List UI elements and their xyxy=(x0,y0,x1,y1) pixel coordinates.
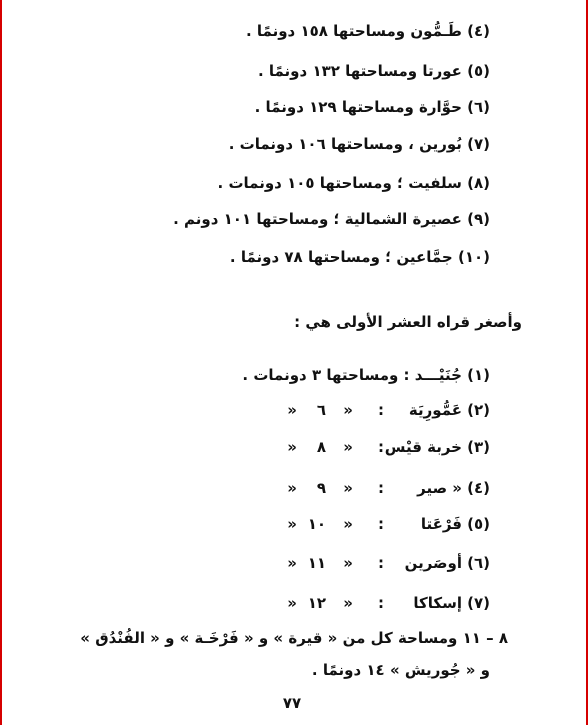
item-text: جُنَيْـــد : ومساحتها ٣ دونمات . xyxy=(242,366,462,384)
row-number: (٤) xyxy=(467,479,490,497)
ditto-mark: « xyxy=(343,594,353,612)
village-name: فَرْعَتا xyxy=(420,515,462,533)
area-value: ١٢ xyxy=(307,594,326,612)
ditto-mark: « xyxy=(287,554,297,572)
list-item xyxy=(218,172,490,194)
ditto-mark: « xyxy=(343,479,353,497)
ditto-mark: « xyxy=(343,401,353,419)
village-name: « صير xyxy=(417,479,462,497)
area-value: ٨ xyxy=(316,438,326,456)
row-number: (٦) xyxy=(467,554,490,572)
book-page xyxy=(32,0,552,725)
row-colon: : xyxy=(378,554,384,572)
row-colon: : xyxy=(378,479,384,497)
row-colon: : xyxy=(378,401,384,419)
item-text: حوَّارة ومساحتها ١٢٩ دونمًا . xyxy=(254,98,462,116)
section-heading: وأصغر قراه العشر الأولى هي : xyxy=(294,313,522,331)
ditto-mark: « xyxy=(287,594,297,612)
closing-line: ٨ – ١١ ومساحة كل من « قيرة » و « فَرْخَـة » و « الفُنْدُق » xyxy=(80,629,508,647)
item-text: عصيرة الشمالية ؛ ومساحتها ١٠١ دونم . xyxy=(173,210,462,228)
row-colon: : xyxy=(378,438,384,456)
item-text: عورتا ومساحتها ١٣٢ دونمًا . xyxy=(257,62,462,80)
village-name: أوصَرين xyxy=(404,554,462,572)
table-row xyxy=(287,592,490,614)
ditto-mark: « xyxy=(287,438,297,456)
table-row xyxy=(287,399,490,421)
list-item xyxy=(242,364,490,386)
list-item xyxy=(255,96,490,118)
item-number: (١) xyxy=(467,366,490,384)
item-text: طَـمُّون ومساحتها ١٥٨ دونمًا . xyxy=(245,22,462,40)
list-item xyxy=(230,246,490,268)
item-number: (١٠) xyxy=(457,248,490,266)
list-item xyxy=(173,208,490,230)
row-colon: : xyxy=(378,515,384,533)
ditto-mark: « xyxy=(287,479,297,497)
item-text: بُورين ، ومساحتها ١٠٦ دونمات . xyxy=(228,135,462,153)
village-name: عَمُّورِيَة xyxy=(408,401,462,419)
list-item xyxy=(258,60,490,82)
item-number: (٦) xyxy=(467,98,490,116)
village-name: خربة قيْس xyxy=(384,438,462,456)
area-value: ١١ xyxy=(307,554,326,572)
area-value: ١٠ xyxy=(307,515,326,533)
table-row xyxy=(287,552,490,574)
ditto-mark: « xyxy=(343,515,353,533)
village-name: إسكاكا xyxy=(413,594,462,612)
ditto-mark: « xyxy=(287,401,297,419)
item-number: (٤) xyxy=(467,22,490,40)
list-item xyxy=(229,133,490,155)
item-number: (٧) xyxy=(467,135,490,153)
item-number: (٩) xyxy=(467,210,490,228)
closing-line: و « جُوريش » ١٤ دونمًا . xyxy=(311,661,490,679)
row-number: (٥) xyxy=(467,515,490,533)
table-row xyxy=(287,513,490,535)
item-number: (٨) xyxy=(467,174,490,192)
item-number: (٥) xyxy=(467,62,490,80)
item-text: جمَّاعين ؛ ومساحتها ٧٨ دونمًا . xyxy=(229,248,453,266)
area-value: ٩ xyxy=(316,479,326,497)
row-number: (٣) xyxy=(467,438,490,456)
ditto-mark: « xyxy=(343,554,353,572)
page-number: ٧٧ xyxy=(282,694,302,712)
ditto-mark: « xyxy=(287,515,297,533)
ditto-mark: « xyxy=(343,438,353,456)
list-item xyxy=(246,20,490,42)
row-number: (٢) xyxy=(467,401,490,419)
table-row xyxy=(287,436,490,458)
item-text: سلفيت ؛ ومساحتها ١٠٥ دونمات . xyxy=(217,174,462,192)
row-number: (٧) xyxy=(467,594,490,612)
table-row xyxy=(287,477,490,499)
row-colon: : xyxy=(378,594,384,612)
area-value: ٦ xyxy=(316,401,326,419)
